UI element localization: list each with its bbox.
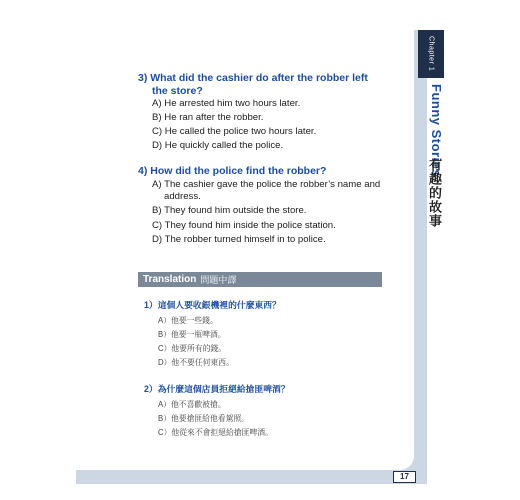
translation-heading-cn: 問題中譯 — [200, 275, 237, 285]
section-title-cn: 有趣的故事 — [427, 158, 442, 228]
page-content-area — [76, 30, 414, 470]
translation-q2-option-a: A）他不喜歡被搶。 — [158, 400, 226, 409]
translation-q1: 1）這個人要收銀機裡的什麼東西？ — [144, 300, 281, 310]
question-4-option-b: B) They found him outside the store. — [152, 205, 307, 216]
chapter-tab-label: Chapter 1 — [427, 36, 435, 72]
translation-q1-option-c: C）他要所有的錢。 — [158, 344, 227, 353]
translation-q2-option-c: C）他從來不會拒絕給搶匪啤酒。 — [158, 428, 273, 437]
translation-q1-option-b: B）他要一瓶啤酒。 — [158, 330, 226, 339]
question-4-option-a: A) The cashier gave the police the robber’s name and — [152, 179, 381, 190]
translation-q2-option-b: B）他要搶匪給他看駕照。 — [158, 414, 249, 423]
translation-q1-option-a: A）他要一些錢。 — [158, 316, 218, 325]
question-4-option-c: C) They found him inside the police station. — [152, 220, 336, 231]
question-3-line2: the store? — [152, 85, 203, 97]
question-3-option-b: B) He ran after the robber. — [152, 112, 264, 123]
translation-q2: 2）為什麼這個店員拒絕給搶匪啤酒？ — [144, 384, 290, 394]
question-3-option-a: A) He arrested him two hours later. — [152, 98, 301, 109]
section-title-en: Funny Stories — [429, 84, 444, 178]
translation-header — [138, 272, 382, 287]
question-4-option-d: D) The robber turned himself in to police. — [152, 234, 326, 245]
page-number: 17 — [393, 471, 416, 483]
question-3-option-d: D) He quickly called the police. — [152, 140, 284, 151]
question-3-option-c: C) He called the police two hours later. — [152, 126, 317, 137]
chapter-tab — [418, 30, 444, 78]
question-4-option-a-cont: address. — [164, 191, 201, 202]
question-3-line1: 3) What did the cashier do after the robber left — [138, 72, 368, 84]
translation-heading-en: Translation — [143, 274, 197, 285]
question-4-line1: 4) How did the police find the robber? — [138, 165, 327, 177]
translation-q1-option-d: D）他不要任何東西。 — [158, 358, 234, 367]
